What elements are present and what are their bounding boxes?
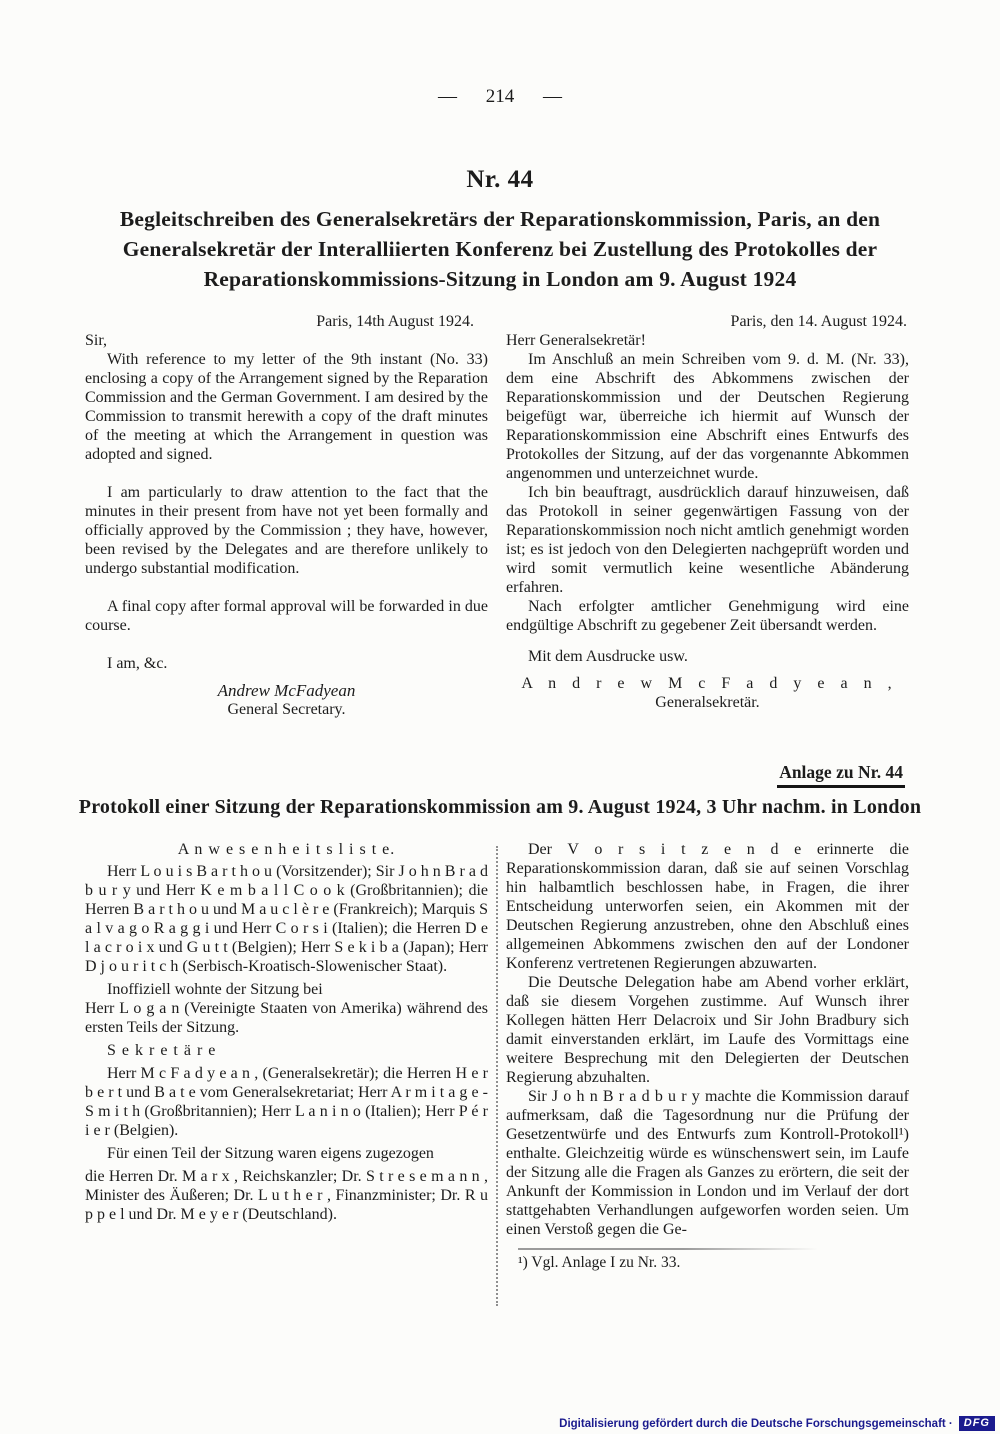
proceedings-paragraph: Die Deutsche Delegation habe am Abend vorher erklärt, daß sie diesem Vorgehen zustimme. Auf Wunsch ihrer Kollegen hätten Herr Delacroix und Sir John Bradbury sich damit einverstanden erklärt, im Laufe des Vormittags eine weitere Besprechung mit den Delegierten der Deutschen Regierung abzuhalten. bbox=[506, 974, 909, 1086]
signature-name-english: Andrew McFadyean bbox=[217, 681, 356, 700]
closing-english: I am, &c. bbox=[107, 655, 168, 672]
letter-paragraph: A final copy after formal approval will be forwarded in due course. bbox=[85, 598, 488, 634]
document-number-heading: Nr. 44 bbox=[466, 166, 534, 193]
attendance-secretaries: Herr M c F a d y e a n , (Generalsekretär); die Herren H e r b e r t und B a t e vom Generalsekretariat; Herr A r m i t a g e - S m i t h (Großbritannien); Herr L a n i n o (Italien); Herr P é r i e r (Belgien). bbox=[85, 1065, 488, 1139]
letter-paragraph: Im Anschluß an mein Schreiben vom 9. d. M. (Nr. 33), dem eine Abschrift des Abkommens zwischen der Reparationskommission und der Deutschen Regierung beigefügt war, überreiche ich hiermit auf Wunsch der Reparationskommission eine Abschrift eines Entwurfs des Protokolles der Sitzung, auf der das vorgenannte Abkommen angenommen und unterzeichnet wurde. bbox=[506, 351, 909, 482]
annex-section bbox=[85, 840, 909, 1272]
footnote-rule bbox=[518, 1248, 818, 1250]
annex-column-proceedings bbox=[506, 840, 909, 1272]
document-title bbox=[0, 204, 1000, 294]
attendance-german-delegates: die Herren Dr. M a r x , Reichskanzler; Dr. S t r e s e m a n n , Minister des Äußeren; Dr. L u t h e r , Finanzminister; Dr. R u p p e l und Dr. M e y e r (Deutschland). bbox=[85, 1168, 488, 1223]
annex-title: Protokoll einer Sitzung der Reparationskommission am 9. August 1924, 3 Uhr nachm. in London bbox=[78, 796, 922, 818]
annex-column-attendance bbox=[85, 840, 488, 1272]
attendance-logan: Herr L o g a n (Vereinigte Staaten von Amerika) während des ersten Teils der Sitzung. bbox=[85, 1000, 488, 1036]
letter-paragraph: With reference to my letter of the 9th instant (No. 33) enclosing a copy of the Arrangement signed by the Reparation Commission and the German Government. I am desired by the Commission to transmit herewith a copy of the draft minutes of the meeting at which the Arrangement in question was adopted and signed. bbox=[85, 351, 488, 463]
proceedings-paragraph: Sir J o h n B r a d b u r y machte die Kommission darauf aufmerksam, daß die Tagesordnung nur die Prüfung der Gesetzentwürfe und des Entwurfs zum Kontroll-Protokoll¹) enthalte. Gleichzeitig würde es wünschenswert sein, im Laufe der Sitzung alle die Fragen als Ganzes zu erörtern, die seit der Ankunft der Kommission in London und im Verlauf der dort stattgehabten Verhandlungen aufgeworfen worden seien. Um einen Verstoß gegen die Ge- bbox=[506, 1088, 909, 1238]
signature-title-german: Generalsekretär. bbox=[655, 694, 760, 711]
dfg-logo: DFG bbox=[959, 1416, 995, 1431]
dateline-english: Paris, 14th August 1924. bbox=[316, 313, 474, 330]
letter-paragraph: Ich bin beauftragt, ausdrücklich darauf hinzuweisen, daß das Protokoll in seiner gegenwärtigen Fassung von der Reparationskommission noch nicht amtlich genehmigt worden ist; es ist jedoch von den Delegierten nachgeprüft worden und wird somit vermutlich keine wesentliche Abänderung erfahren. bbox=[506, 484, 909, 596]
attendance-members: Herr L o u i s B a r t h o u (Vorsitzender); Sir J o h n B r a d b u r y und Herr K e m b a l l C o o k (Großbritannien); die Herren B a r t h o u und M a u c l è r e (Frankreich); Marquis S a l v a g o R a g g i und Herr C o r s i (Italien); die Herren D e l a c r o i x und G u t t (Belgien); Herr S e k i b a (Japan); Herr D j o u r i t c h (Serbisch-Kroatisch-Slowenischer Staat). bbox=[85, 863, 488, 975]
proceedings-paragraph: Der V o r s i t z e n d e erinnerte die Reparationskommission daran, daß sie auf seinen Vorschlag hin halbamtlich beschlossen habe, in Fragen, die ihrer Entscheidung unterworfen seien, ein Akommen mit der Deutschen Regierung anzustreben, ohne den Abschluß eines allgemeinen Abkommens zwischen den auf der Londoner Konferenz vertretenen Regierungen abzuwarten. bbox=[506, 841, 909, 972]
letter-column-german bbox=[506, 312, 909, 719]
attendance-called-in-intro: Für einen Teil der Sitzung waren eigens zugezogen bbox=[107, 1145, 434, 1162]
annex-label: Anlage zu Nr. 44 bbox=[777, 762, 905, 788]
salutation-german: Herr Generalsekretär! bbox=[506, 332, 646, 349]
letter-paragraph: I am particularly to draw attention to the fact that the minutes in their present from have not yet been formally and officially approved by the Commission ; they have, however, been revised by the Delegates and are therefore unlikely to undergo substantial modification. bbox=[85, 484, 488, 577]
page-number: — 214 — bbox=[438, 86, 562, 107]
digitization-footer-text: Digitalisierung gefördert durch die Deutsche Forschungsgemeinschaft · bbox=[559, 1417, 953, 1430]
signature-name-german: A n d r e w M c F a d y e a n , bbox=[521, 675, 894, 692]
signature-title-english: General Secretary. bbox=[227, 701, 346, 718]
attendance-unofficial-intro: Inoffiziell wohnte der Sitzung bei bbox=[107, 981, 323, 998]
footnote-text: ¹) Vgl. Anlage I zu Nr. 33. bbox=[518, 1254, 681, 1271]
letter-column-english bbox=[85, 312, 488, 719]
letter-section bbox=[85, 312, 909, 719]
document-title-line-3: Reparationskommissions-Sitzung in London am 9. August 1924 bbox=[203, 267, 797, 291]
document-title-line-1: Begleitschreiben des Generalsekretärs der Reparationskommission, Paris, an den bbox=[119, 207, 881, 231]
dateline-german: Paris, den 14. August 1924. bbox=[730, 313, 907, 330]
letter-paragraph: Nach erfolgter amtlicher Genehmigung wird eine endgültige Abschrift zu gegebener Zeit übersandt werden. bbox=[506, 598, 909, 634]
document-title-line-2: Generalsekretär der Interalliierten Konferenz bei Zustellung des Protokolles der bbox=[122, 237, 878, 261]
attendance-list-heading: A n w e s e n h e i t s l i s t e. bbox=[177, 841, 396, 858]
closing-german: Mit dem Ausdrucke usw. bbox=[528, 648, 688, 665]
secretaries-heading: S e k r e t ä r e bbox=[107, 1042, 217, 1059]
salutation-english: Sir, bbox=[85, 332, 108, 349]
digitization-footer bbox=[559, 1416, 995, 1431]
